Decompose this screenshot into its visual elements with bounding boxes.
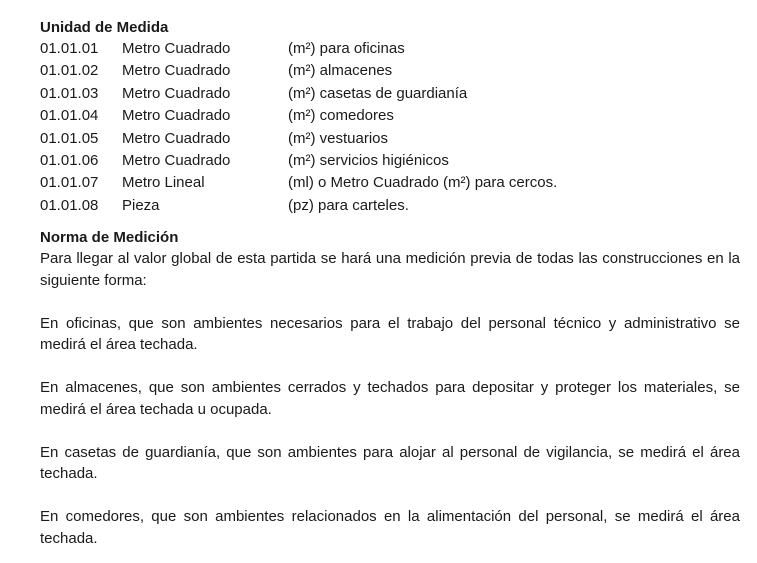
unit-name: Metro Cuadrado [122, 62, 231, 80]
unit-desc: (m²) casetas de guardianía [288, 84, 468, 102]
norma-paragraph: En casetas de guardianía, que son ambientes para alojar al personal de vigilancia, se medirá el área techada. [40, 443, 740, 483]
unit-name: Metro Lineal [122, 174, 205, 192]
unit-name: Metro Cuadrado [122, 151, 231, 169]
unit-row [40, 83, 740, 105]
norma-paragraph: En almacenes, que son ambientes cerrados y techados para depositar y proteger los materiales, se medirá el área techada u ocupada. [40, 379, 740, 418]
unit-name: Metro Cuadrado [122, 107, 231, 125]
unit-code: 01.01.03 [40, 84, 99, 102]
norma-body [40, 248, 740, 549]
unit-code: 01.01.08 [40, 196, 99, 214]
unit-row [40, 150, 740, 172]
unit-name: Metro Cuadrado [122, 40, 231, 57]
unit-code: 01.01.04 [40, 107, 99, 125]
unit-row [40, 60, 740, 82]
unit-desc: (m²) almacenes [288, 62, 393, 80]
unit-row [40, 172, 740, 194]
unit-desc: (m²) comedores [288, 107, 394, 125]
unit-code: 01.01.05 [40, 129, 99, 147]
unit-code: 01.01.01 [40, 40, 99, 57]
norma-paragraph: En oficinas, que son ambientes necesarios para el trabajo del personal técnico y administrativo se medirá el área techada. [40, 314, 740, 354]
unidad-heading: Unidad de Medida [40, 19, 169, 36]
unit-name: Metro Cuadrado [122, 84, 231, 102]
unit-list [40, 38, 740, 217]
unit-row [40, 38, 740, 60]
unit-desc: (ml) o Metro Cuadrado (m²) para cercos. [288, 174, 558, 192]
unit-row [40, 195, 740, 217]
document-page [40, 18, 740, 549]
unit-code: 01.01.06 [40, 151, 99, 169]
unit-desc: (pz) para carteles. [288, 196, 409, 214]
unit-row [40, 105, 740, 127]
unit-code: 01.01.07 [40, 174, 99, 192]
unit-name: Pieza [122, 196, 160, 214]
norma-paragraph: En comedores, que son ambientes relacionados en la alimentación del personal, se medirá el área techada. [40, 508, 740, 547]
unit-desc: (m²) servicios higiénicos [288, 151, 449, 169]
unit-desc: (m²) para oficinas [288, 40, 405, 57]
unit-name: Metro Cuadrado [122, 129, 231, 147]
unit-desc: (m²) vestuarios [288, 129, 389, 147]
unit-code: 01.01.02 [40, 62, 99, 80]
norma-paragraph: Para llegar al valor global de esta partida se hará una medición previa de todas las construcciones en la siguiente forma: [40, 250, 740, 289]
norma-heading: Norma de Medición [40, 229, 179, 247]
unit-row [40, 128, 740, 150]
